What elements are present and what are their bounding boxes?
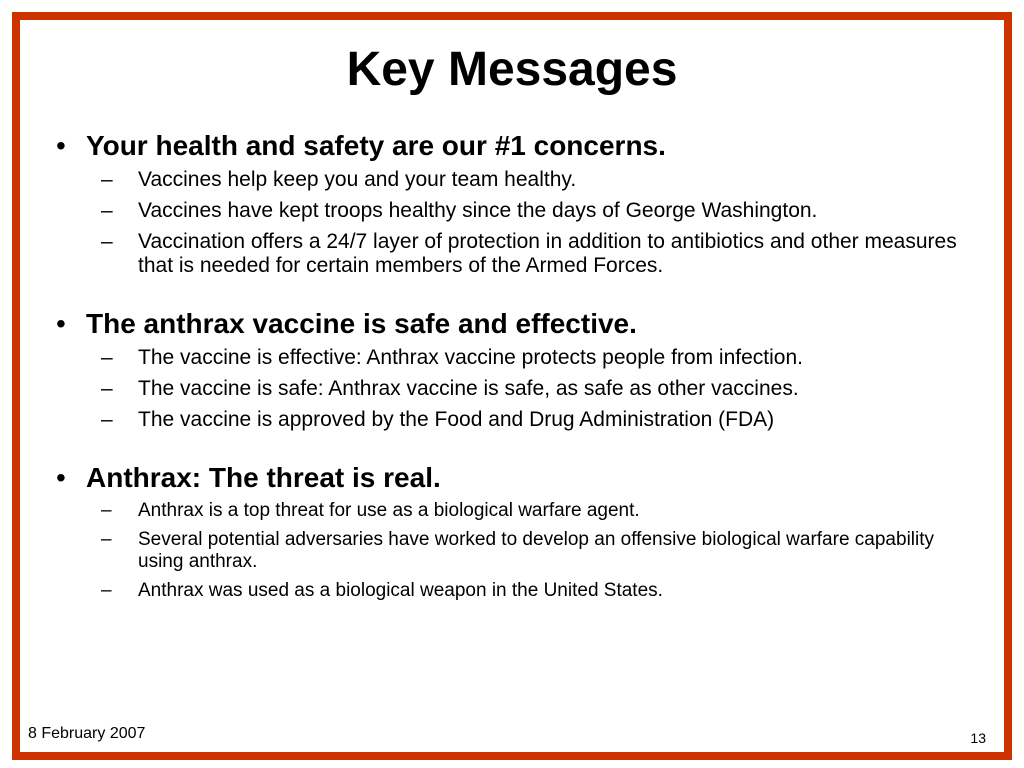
page-number: 13 (970, 730, 986, 746)
section-health-safety (56, 128, 976, 278)
sub-point-text: The vaccine is effective: Anthrax vaccine protects people from infection. (138, 346, 803, 369)
slide-content (56, 128, 976, 609)
dash-glyph: – (101, 199, 113, 222)
section-vaccine-safe-effective (56, 306, 976, 432)
dash-glyph: – (101, 529, 112, 550)
dash-glyph: – (101, 230, 113, 253)
sub-point-text: Anthrax was used as a biological weapon in the United States. (138, 580, 663, 601)
sub-point-text: The vaccine is approved by the Food and Drug Administration (FDA) (138, 408, 775, 431)
footer-date: 8 February 2007 (28, 725, 146, 742)
sub-point-text: Several potential adversaries have worked to develop an offensive biological warfare capability using anthrax. (138, 529, 935, 572)
sub-point (56, 529, 976, 573)
slide-title: Key Messages (346, 43, 678, 96)
dash-glyph: – (101, 408, 113, 431)
section-heading-text: Anthrax: The threat is real. (86, 462, 441, 493)
dash-glyph: – (101, 580, 112, 601)
sub-point (56, 346, 976, 370)
dash-glyph: – (101, 168, 113, 191)
bullet-glyph: • (56, 308, 66, 339)
sub-point-text: Vaccines help keep you and your team healthy. (138, 168, 577, 191)
sub-point-text: Vaccination offers a 24/7 layer of protection in addition to antibiotics and other measures that is needed for certain members of the Armed Forces. (138, 230, 957, 277)
sub-point (56, 580, 976, 602)
section-heading-text: Your health and safety are our #1 concerns. (86, 130, 666, 161)
section-heading (56, 128, 976, 164)
section-heading (56, 460, 976, 496)
section-heading (56, 306, 976, 342)
bullet-glyph: • (56, 462, 66, 493)
dash-glyph: – (101, 377, 113, 400)
sub-point (56, 168, 976, 192)
sub-point (56, 408, 976, 432)
sub-point-text: Vaccines have kept troops healthy since the days of George Washington. (138, 199, 818, 222)
section-heading-text: The anthrax vaccine is safe and effective. (86, 308, 637, 339)
bullet-glyph: • (56, 130, 66, 161)
section-anthrax-threat (56, 460, 976, 602)
sub-point (56, 500, 976, 522)
sub-point (56, 377, 976, 401)
sub-point-text: The vaccine is safe: Anthrax vaccine is safe, as safe as other vaccines. (138, 377, 799, 400)
sub-point (56, 199, 976, 223)
sub-point (56, 230, 976, 278)
dash-glyph: – (101, 346, 113, 369)
sub-point-text: Anthrax is a top threat for use as a biological warfare agent. (138, 500, 640, 521)
dash-glyph: – (101, 500, 112, 521)
